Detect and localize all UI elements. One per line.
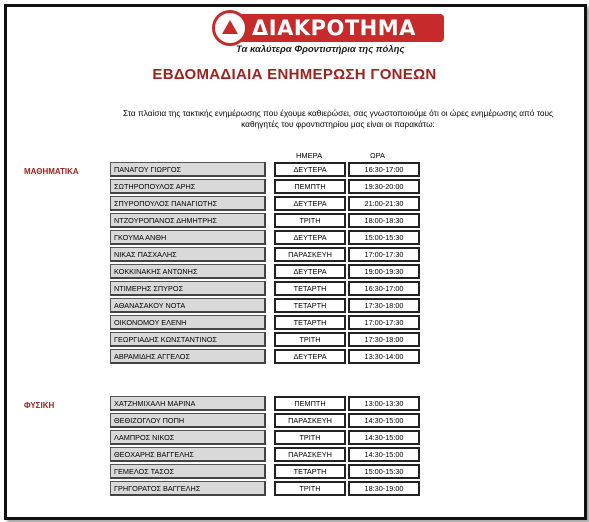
teacher-name-cell: ΘΕΟΧΑΡΗΣ ΒΑΓΓΕΛΗΣ — [110, 447, 266, 462]
cell-spacer — [268, 447, 272, 462]
time-cell: 18:00-18:30 — [348, 213, 420, 228]
cell-spacer — [268, 298, 272, 313]
day-cell: ΔΕΥΤΕΡΑ — [274, 162, 346, 177]
day-cell: ΤΡΙΤΗ — [274, 430, 346, 445]
cell-spacer — [268, 315, 272, 330]
cell-spacer — [268, 281, 272, 296]
table-row — [110, 196, 420, 211]
day-cell: ΤΡΙΤΗ — [274, 213, 346, 228]
cell-spacer — [268, 213, 272, 228]
table-row — [110, 349, 420, 364]
teacher-name-cell: ΠΑΝΑΓΟΥ ΓΙΩΡΓΟΣ — [110, 162, 266, 177]
logo-tagline: Τα καλύτερα Φροντιστήρια της πόλης — [236, 44, 405, 55]
cell-spacer — [268, 396, 272, 411]
time-cell: 14:30-15:00 — [348, 430, 420, 445]
cell-spacer — [268, 332, 272, 347]
time-cell: 14:30-15:00 — [348, 447, 420, 462]
column-header-time: ΩΡΑ — [370, 151, 386, 160]
time-cell: 21:00-21:30 — [348, 196, 420, 211]
time-cell: 17:30-18:00 — [348, 298, 420, 313]
time-cell: 17:00-17:30 — [348, 315, 420, 330]
cell-spacer — [268, 464, 272, 479]
time-cell: 13:00-13:30 — [348, 396, 420, 411]
time-cell: 15:00-15:30 — [348, 230, 420, 245]
table-row — [110, 413, 420, 428]
cell-spacer — [268, 430, 272, 445]
day-cell: ΠΑΡΑΣΚΕΥΗ — [274, 247, 346, 262]
cell-spacer — [268, 162, 272, 177]
day-cell: ΠΑΡΑΣΚΕΥΗ — [274, 413, 346, 428]
time-cell: 17:00-17:30 — [348, 247, 420, 262]
time-cell: 16:30-17:00 — [348, 281, 420, 296]
time-cell: 14:30-15:00 — [348, 413, 420, 428]
logo-delta-icon — [212, 10, 248, 46]
time-cell: 19:00-19:30 — [348, 264, 420, 279]
math-schedule-table — [108, 160, 422, 366]
table-row — [110, 213, 420, 228]
table-row — [110, 396, 420, 411]
teacher-name-cell: ΑΒΡΑΜΙΔΗΣ ΑΓΓΕΛΟΣ — [110, 349, 266, 364]
teacher-name-cell: ΝΤΙΜΕΡΗΣ ΣΠΥΡΟΣ — [110, 281, 266, 296]
day-cell: ΤΡΙΤΗ — [274, 332, 346, 347]
table-row — [110, 230, 420, 245]
table-row — [110, 162, 420, 177]
section-label-math: ΜΑΘΗΜΑΤΙΚΑ — [24, 167, 79, 176]
teacher-name-cell: ΝΙΚΑΣ ΠΑΣΧΑΛΗΣ — [110, 247, 266, 262]
time-cell: 17:30-18:00 — [348, 332, 420, 347]
teacher-name-cell: ΓΚΟΥΜΑ ΑΝΘΗ — [110, 230, 266, 245]
time-cell: 19:30-20:00 — [348, 179, 420, 194]
table-row — [110, 281, 420, 296]
day-cell: ΤΕΤΑΡΤΗ — [274, 281, 346, 296]
teacher-name-cell: ΚΟΚΚΙΝΑΚΗΣ ΑΝΤΩΝΗΣ — [110, 264, 266, 279]
table-row — [110, 464, 420, 479]
teacher-name-cell: ΑΘΑΝΑΣΑΚΟΥ ΝΟΤΑ — [110, 298, 266, 313]
cell-spacer — [268, 179, 272, 194]
teacher-name-cell: ΓΡΗΓΟΡΑΤΟΣ ΒΑΓΓΕΛΗΣ — [110, 481, 266, 496]
day-cell: ΔΕΥΤΕΡΑ — [274, 264, 346, 279]
page-title: ΕΒΔΟΜΑΔΙΑΙΑ ΕΝΗΜΕΡΩΣΗ ΓΟΝΕΩΝ — [152, 66, 437, 83]
time-cell: 18:30-19:00 — [348, 481, 420, 496]
cell-spacer — [268, 413, 272, 428]
cell-spacer — [268, 349, 272, 364]
column-header-day: ΗΜΕΡΑ — [296, 151, 323, 160]
intro-text: Στα πλαίσια της τακτικής ενημέρωσης που έχουμε καθιερώσει, σας γνωστοποιούμε ότι οι ώρες ενημέρωσης από τους καθηγητές του φροντιστηρίου μας είναι οι παρακάτω: — [123, 108, 553, 129]
cell-spacer — [268, 247, 272, 262]
teacher-name-cell: ΘΕΘΙΖΟΓΛΟΥ ΠΟΠΗ — [110, 413, 266, 428]
day-cell: ΔΕΥΤΕΡΑ — [274, 230, 346, 245]
teacher-name-cell: ΓΕΜΕΛΟΣ ΤΑΣΟΣ — [110, 464, 266, 479]
day-cell: ΤΕΤΑΡΤΗ — [274, 298, 346, 313]
day-cell: ΠΕΜΠΤΗ — [274, 179, 346, 194]
table-row — [110, 481, 420, 496]
teacher-name-cell: ΟΙΚΟΝΟΜΟΥ ΕΛΕΝΗ — [110, 315, 266, 330]
cell-spacer — [268, 196, 272, 211]
section-label-physics: ΦΥΣΙΚΗ — [24, 401, 55, 410]
teacher-name-cell: ΓΕΩΡΓΙΑΔΗΣ ΚΩΝΣΤΑΝΤΙΝΟΣ — [110, 332, 266, 347]
cell-spacer — [268, 264, 272, 279]
table-row — [110, 179, 420, 194]
teacher-name-cell: ΝΤΖΟΥΡΟΠΑΝΟΣ ΔΗΜΗΤΡΗΣ — [110, 213, 266, 228]
cell-spacer — [268, 481, 272, 496]
table-row — [110, 298, 420, 313]
day-cell: ΠΕΜΠΤΗ — [274, 396, 346, 411]
company-logo — [212, 10, 444, 56]
day-cell: ΠΑΡΑΣΚΕΥΗ — [274, 447, 346, 462]
day-cell: ΔΕΥΤΕΡΑ — [274, 196, 346, 211]
day-cell: ΤΡΙΤΗ — [274, 481, 346, 496]
time-cell: 15:00-15:30 — [348, 464, 420, 479]
day-cell: ΤΕΤΑΡΤΗ — [274, 464, 346, 479]
time-cell: 13:30-14:00 — [348, 349, 420, 364]
table-row — [110, 315, 420, 330]
table-row — [110, 264, 420, 279]
table-row — [110, 430, 420, 445]
logo-name: ΔΙΑΚΡΟΤΗΜΑ — [252, 16, 416, 40]
table-row — [110, 247, 420, 262]
teacher-name-cell: ΛΑΜΠΡΟΣ ΝΙΚΟΣ — [110, 430, 266, 445]
day-cell: ΤΕΤΑΡΤΗ — [274, 315, 346, 330]
cell-spacer — [268, 230, 272, 245]
day-cell: ΔΕΥΤΕΡΑ — [274, 349, 346, 364]
teacher-name-cell: ΣΩΤΗΡΟΠΟΥΛΟΣ ΑΡΗΣ — [110, 179, 266, 194]
teacher-name-cell: ΧΑΤΖΗΜΙΧΑΛΗ ΜΑΡΙΝΑ — [110, 396, 266, 411]
teacher-name-cell: ΣΠΥΡΟΠΟΥΛΟΣ ΠΑΝΑΓΙΩΤΗΣ — [110, 196, 266, 211]
time-cell: 16:30-17:00 — [348, 162, 420, 177]
physics-schedule-table — [108, 394, 422, 498]
table-row — [110, 332, 420, 347]
table-row — [110, 447, 420, 462]
